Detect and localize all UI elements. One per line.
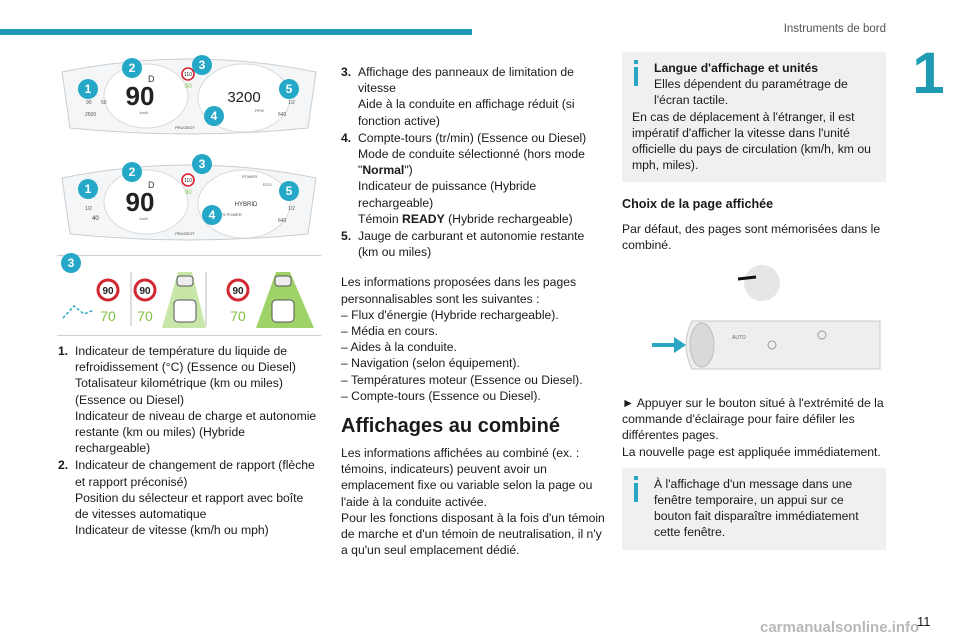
cluster2-limit: 90 — [185, 190, 192, 196]
legend-line: Indicateur de vitesse (km/h ou mph) — [75, 523, 269, 538]
bullet-item: – Aides à la conduite. — [341, 340, 457, 355]
cluster2-gear: D — [148, 180, 155, 190]
cluster2-half-left: 1/2 — [85, 206, 92, 212]
info-icon — [632, 60, 640, 86]
legend-line: Aide à la conduite en affichage réduit (si fonction active) — [358, 97, 575, 128]
info-title: Langue d'affichage et unités — [654, 61, 819, 75]
legend-number: 2. — [58, 458, 69, 473]
cluster2-speed: 90 — [125, 187, 155, 217]
cluster1-speed: 90 — [125, 81, 155, 111]
legend-line: Compte-tours (tr/min) (Essence ou Diesel) — [358, 130, 587, 145]
cluster1-gear: D — [148, 74, 155, 84]
arrow-icon — [652, 337, 686, 353]
cluster1-range: 640 — [278, 112, 287, 118]
section-title: Instruments de bord — [783, 23, 886, 35]
chapter-number: 1 — [912, 41, 945, 106]
legend-item-4 — [341, 130, 607, 227]
cluster1-odometer: 2500 — [85, 112, 97, 118]
legend-line: Jauge de carburant et autonomie restante (km ou miles) — [358, 229, 585, 260]
bullet-item: – Flux d'énergie (Hybride rechargeable). — [341, 307, 559, 322]
legend-item-5 — [341, 228, 607, 260]
bullet-item: – Navigation (selon équipement). — [341, 356, 520, 371]
bullet-item: – Média en cours. — [341, 324, 438, 339]
legend-line: Indicateur de changement de rapport (flèche et rapport préconisé) — [75, 458, 315, 489]
legend-number: 4. — [341, 130, 352, 145]
section-heading-page: Choix de la page affichée — [622, 197, 774, 212]
pages-bullet-list — [341, 307, 607, 404]
cluster1-tick-50: 50 — [101, 100, 107, 106]
lighting-stalk-illustration — [622, 259, 886, 389]
driving-aids-figure — [58, 266, 320, 330]
cluster-figure-1 — [58, 54, 320, 138]
cluster1-limit: 90 — [185, 84, 192, 90]
legend-line: Indicateur de niveau de charge et autonomie restante (km ou miles) (Hybride rechargeable) — [75, 408, 317, 456]
header-accent-bar — [0, 29, 472, 35]
cluster1-speed-unit: km/h — [139, 110, 149, 115]
cluster2-brand: PEUGEOT — [175, 231, 195, 236]
cluster2-callout-4: 4 — [202, 205, 222, 225]
default-pages-text: Par défaut, des pages sont mémorisées dans le combiné. — [622, 221, 881, 252]
mode-bold: Normal — [362, 163, 405, 178]
cluster1-rpm: 3200 — [227, 89, 261, 106]
cluster1-callout-3: 3 — [192, 55, 212, 75]
bullet-item: – Températures moteur (Essence ou Diesel). — [341, 372, 583, 387]
legend-line: Indicateur de température du liquide de refroidissement (°C) (Essence ou Diesel) — [75, 344, 296, 375]
cluster2-power-label: POWER — [242, 174, 258, 179]
figure3-bottom-rule — [57, 335, 321, 336]
cluster1-callout-1: 1 — [78, 79, 98, 99]
cluster2-callout-3: 3 — [192, 154, 212, 174]
info-line-2: En cas de déplacement à l'étranger, il est impératif d'afficher la vitesse dans l'unité officielle du pays de circulation (km/h, km ou mph, miles). — [632, 109, 871, 173]
cluster2-sign: 110 — [184, 178, 192, 184]
stalk-auto-label: AUTO — [732, 335, 746, 342]
bullet-item: – Compte-tours (Essence ou Diesel). — [341, 388, 541, 403]
legend-line: Totalisateur kilométrique (km ou miles) (Essence ou Diesel) — [75, 376, 283, 407]
right-column — [622, 52, 886, 550]
figure3-top-rule — [57, 255, 321, 256]
cluster1-half: 1/2 — [288, 100, 295, 106]
section-heading-combine: Affichages au combiné — [341, 415, 560, 438]
cluster2-callout-2: 2 — [122, 162, 142, 182]
info-box-message — [622, 468, 886, 550]
legend-number: 1. — [58, 344, 69, 358]
cluster1-brand: PEUGEOT — [175, 125, 195, 130]
cluster2-mode: HYBRID — [234, 202, 258, 208]
pages-intro: Les informations proposées dans les pages personnalisables sont les suivantes : — [341, 275, 577, 306]
legend-line-ready — [358, 211, 607, 227]
aid-sign-1: 90 — [102, 286, 114, 297]
cluster2-half-right: 1/2 — [288, 206, 295, 212]
legend-item-1 — [58, 343, 320, 456]
legend-number: 3. — [341, 65, 352, 79]
watermark: carmanualsonline.info — [760, 619, 920, 636]
cluster2-pct-power: % POWER — [222, 212, 242, 217]
legend-line: Position du sélecteur et rapport avec boîte de vitesses automatique — [75, 490, 304, 522]
ready-pre: Témoin — [358, 211, 403, 226]
page-applied-text: La nouvelle page est appliquée immédiatement. — [622, 444, 881, 459]
legend-line-mode — [358, 146, 607, 178]
cluster1-callout-5: 5 — [279, 79, 299, 99]
cluster1-sign: 110 — [184, 72, 192, 78]
cluster2-eco: ECO — [263, 182, 272, 187]
info-line-1: Elles dépendent du paramétrage de l'écran tactile. — [654, 77, 848, 108]
cluster1-tick-90: 90 — [86, 100, 92, 106]
cluster2-speed-unit: km/h — [139, 216, 149, 221]
aid-sign-3: 90 — [232, 286, 244, 297]
info-box-language — [622, 52, 886, 182]
info-icon — [632, 476, 640, 502]
cluster-figure-2 — [58, 160, 320, 244]
legend-line: Indicateur de puissance (Hybride rechargeable) — [358, 179, 537, 210]
mode-post: ") — [404, 163, 413, 178]
aids-callout-3: 3 — [61, 253, 81, 273]
aid-speed-1: 70 — [100, 308, 116, 324]
middle-column — [341, 64, 607, 558]
aid-speed-3: 70 — [230, 308, 246, 324]
ready-post: (Hybride rechargeable) — [444, 211, 573, 226]
press-button-step: ► Appuyer sur le bouton situé à l'extrémité de la commande d'éclairage pour faire défiler les différentes pages. — [622, 396, 884, 443]
legend-item-2 — [58, 457, 320, 538]
cluster1-rpm-unit: RPM — [255, 108, 264, 113]
legend-item-3 — [341, 64, 607, 129]
cluster1-callout-4: 4 — [204, 106, 224, 126]
aid-sign-2: 90 — [139, 286, 151, 297]
cluster2-callout-1: 1 — [78, 179, 98, 199]
info-message-text: À l'affichage d'un message dans une fenêtre temporaire, un appui sur ce bouton fait disparaître immédiatement cette fenêtre. — [654, 476, 859, 540]
page-number: 11 — [917, 614, 931, 629]
ready-bold: READY — [402, 211, 445, 226]
legend-line: Affichage des panneaux de limitation de vitesse — [358, 65, 574, 96]
mode-pre: Mode de conduite sélectionné (hors mode " — [358, 147, 585, 178]
aid-speed-2: 70 — [137, 308, 153, 324]
left-legend-list — [58, 343, 320, 539]
cluster2-ev-range: 40 — [92, 216, 99, 222]
cluster2-callout-5: 5 — [279, 181, 299, 201]
combine-paragraph-1: Les informations affichées au combiné (ex. : témoins, indicateurs) peuvent avoir un emplacement fixe ou variable selon la page ou l'aide à la conduite activée. — [341, 446, 593, 509]
cluster1-callout-2: 2 — [122, 58, 142, 78]
cluster2-range: 640 — [278, 218, 287, 224]
legend-number: 5. — [341, 229, 352, 244]
combine-paragraph-2: Pour les fonctions disposant à la fois d'un témoin de marche et d'un témoin de neutralisation, il n'y a qu'un seul emplacement dédié. — [341, 510, 605, 558]
